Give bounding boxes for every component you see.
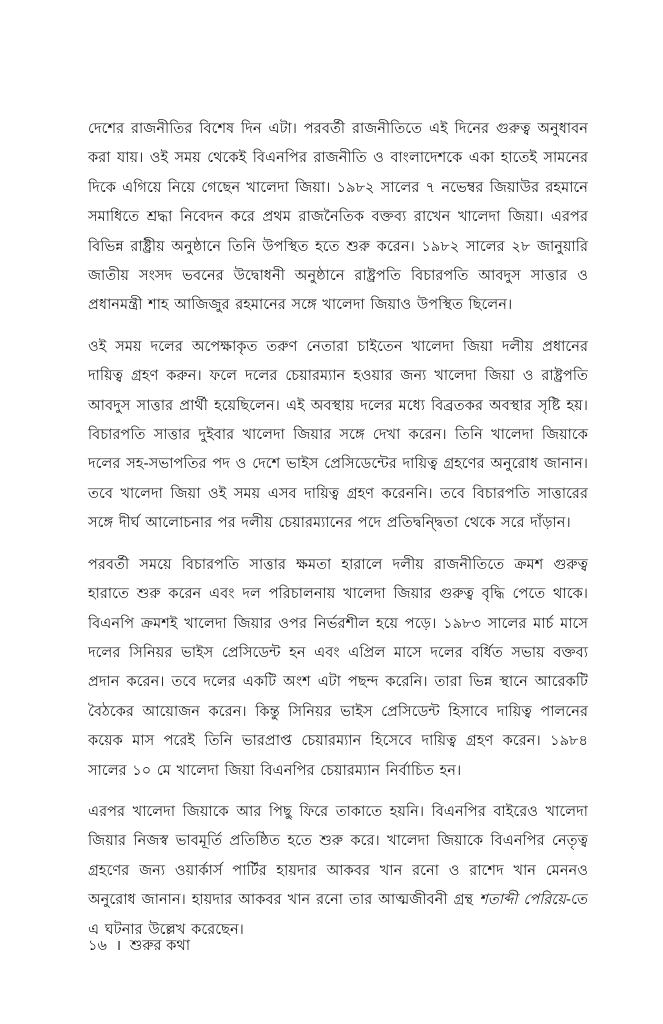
page-footer: [88, 936, 190, 956]
page-number: ১৬: [88, 937, 107, 954]
book-title-italic: শতাব্দী পেরিয়ে: [479, 891, 566, 909]
paragraph-4-text-after: -তে এ ঘটনার উল্লেখ করেছেন।: [88, 891, 589, 938]
paragraph-4-text-before: এরপর খালেদা জিয়াকে আর পিছু ফিরে তাকাতে হয়নি। বিএনপির বাইরেও খালেদা জিয়ার নিজস্ব ভাবমূর্তি প্রতিষ্ঠিত হতে শুরু করে। খালেদা জিয়াকে বিএনপির নেতৃত্ব গ্রহণের জন্য ওয়ার্কার্স পার্টির হায়দার আকবর খান রনো ও রাশেদ খান মেননও অনুরোধ জানান। হায়দার আকবর খান রনো তার আত্মজীবনী গ্রন্থ: [88, 802, 588, 909]
paragraph-3: পরবর্তী সময়ে বিচারপতি সাত্তার ক্ষমতা হারালে দলীয় রাজনীতিতে ক্রমশ গুরুত্ব হারাতে শুরু করেন এবং দল পরিচালনায় খালেদা জিয়ার গুরুত্ব বৃদ্ধি পেতে থাকে। বিএনপি ক্রমশই খালেদা জিয়ার ওপর নির্ভরশীল হয়ে পড়ে। ১৯৮৩ সালের মার্চ মাসে দলের সিনিয়র ভাইস প্রেসিডেন্ট হন এবং এপ্রিল মাসে দলের বর্ধিত সভায় বক্তব্য প্রদান করেন। তবে দলের একটি অংশ এটা পছন্দ করেনি। তারা ভিন্ন স্থানে আরেকটি বৈঠকের আয়োজন করেন। কিন্তু সিনিয়র ভাইস প্রেসিডেন্ট হিসাবে দায়িত্ব পালনের কয়েক মাস পরেই তিনি ভারপ্রাপ্ত চেয়ারম্যান হিসেবে দায়িত্ব গ্রহণ করেন। ১৯৮৪ সালের ১০ মে খালেদা জিয়া বিএনপির চেয়ারম্যান নির্বাচিত হন।: [88, 555, 588, 779]
paragraph-1: দেশের রাজনীতির বিশেষ দিন এটা। পরবর্তী রাজনীতিতে এই দিনের গুরুত্ব অনুধাবন করা যায়। ওই সময় থেকেই বিএনপির রাজনীতি ও বাংলাদেশকে একা হাতেই সামনের দিকে এগিয়ে নিয়ে গেছেন খালেদা জিয়া। ১৯৮২ সালের ৭ নভেম্বর জিয়াউর রহমানে সমাধিতে শ্রদ্ধা নিবেদন করে প্রথম রাজনৈতিক বক্তব্য রাখেন খালেদা জিয়া। এরপর বিভিন্ন রাষ্ট্রীয় অনুষ্ঠানে তিনি উপস্থিত হতে শুরু করেন। ১৯৮২ সালের ২৮ জানুয়ারি জাতীয় সংসদ ভবনের উদ্বোধনী অনুষ্ঠানে রাষ্ট্রপতি বিচারপতি আবদুস সাত্তার ও প্রধানমন্ত্রী শাহ আজিজুর রহমানের সঙ্গে খালেদা জিয়াও উপস্থিত ছিলেন।: [88, 120, 589, 314]
body-text: [88, 114, 588, 956]
footer-separator: ।: [115, 937, 122, 954]
paragraph-2: ওই সময় দলের অপেক্ষাকৃত তরুণ নেতারা চাইতেন খালেদা জিয়া দলীয় প্রধানের দায়িত্ব গ্রহণ করুন। ফলে দলের চেয়ারম্যান হওয়ার জন্য খালেদা জিয়া ও রাষ্ট্রপতি আবদুস সাত্তার প্রার্থী হয়েছিলেন। এই অবস্থায় দলের মধ্যে বিব্রতকর অবস্থার সৃষ্টি হয়। বিচারপতি সাত্তার দুইবার খালেদা জিয়ার সঙ্গে দেখা করেন। তিনি খালেদা জিয়াকে দলের সহ-সভাপতির পদ ও দেশে ভাইস প্রেসিডেন্টের দায়িত্ব গ্রহণের অনুরোধ জানান। তবে খালেদা জিয়া ওই সময় এসব দায়িত্ব গ্রহণ করেননি। তবে বিচারপতি সাত্তারের সঙ্গে দীর্ঘ আলোচনার পর দলীয় চেয়ারম্যানের পদে প্রতিদ্বন্দ্বিতা থেকে সরে দাঁড়ান।: [88, 337, 588, 532]
paragraph-4: [88, 797, 588, 944]
running-book-title: শুরুর কথা: [129, 937, 191, 954]
